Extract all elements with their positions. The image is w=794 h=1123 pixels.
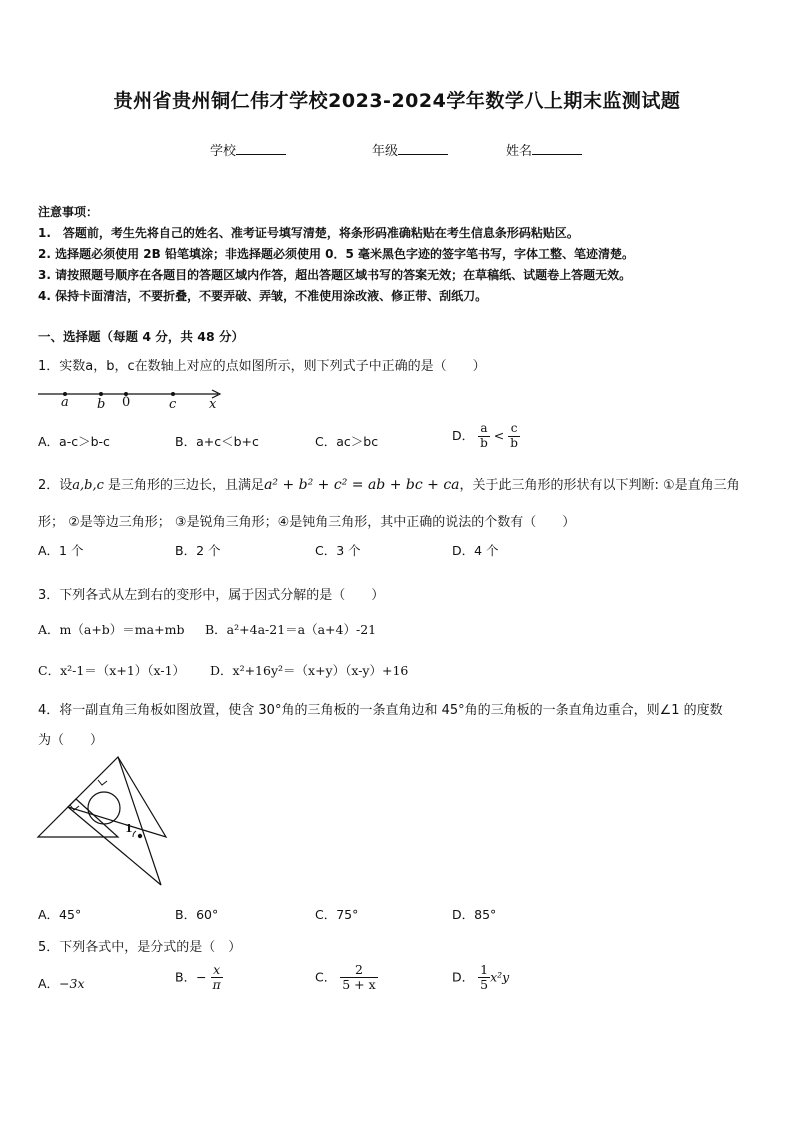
q3-option-c[interactable]: C．x²-1＝（x+1）（x-1） (38, 663, 186, 678)
name-blank (532, 142, 582, 155)
q2-option-b[interactable]: B．2 个 (175, 543, 221, 558)
grade-label: 年级 (372, 144, 399, 159)
q5-option-d[interactable]: D． $\frac{1}{5}$ x²y (452, 962, 510, 993)
q2-equation: a² + b² + c² = ab + bc + ca (264, 477, 460, 493)
q2-option-c[interactable]: C．3 个 (315, 543, 361, 558)
angle-arc (133, 831, 136, 837)
notes-heading: 注意事项： (38, 205, 99, 219)
school-field (210, 140, 286, 159)
q5-option-c[interactable]: C． $\frac{2}{5 + x}$ (315, 962, 376, 993)
hypotenuse-edge (68, 807, 161, 885)
q5-option-b[interactable]: B．− $\frac{x}{\pi}$ (175, 962, 221, 993)
q1-option-a[interactable]: A．a-c＞b-c (38, 434, 110, 449)
grade-blank (398, 142, 448, 155)
q5-stem: 5．下列各式中，是分式的是（ ） (38, 940, 242, 955)
q4-stem-line1: 4．将一副直角三角板如图放置，使含 30°角的三角板的一条直角边和 45°角的三角板的一条直角边重合，则∠1 的度数 (38, 703, 723, 718)
point-b (99, 392, 103, 396)
triangle-45 (38, 799, 118, 837)
q4-option-a[interactable]: A．45° (38, 907, 82, 922)
q3-option-b[interactable]: B．a²+4a-21＝a（a+4）-21 (205, 622, 377, 637)
name-field (506, 140, 582, 159)
q1-stem: 1．实数a，b，c在数轴上对应的点如图所示，则下列式子中正确的是（ ） (38, 359, 486, 374)
grade-field (372, 140, 448, 159)
triangles-figure (36, 755, 171, 890)
q5-b-frac: $\frac{x}{\pi}$ (212, 962, 221, 993)
q2-vars: a,b,c (72, 478, 104, 493)
q3-stem: 3．下列各式从左到右的变形中，属于因式分解的是（ ） (38, 588, 385, 603)
axis-label-c: c (169, 397, 177, 412)
axis-label-a: a (61, 395, 69, 410)
q2-stem-line2: 形； ②是等边三角形； ③是锐角三角形；④是钝角三角形，其中正确的说法的个数有（ ） (38, 515, 576, 530)
angle-1-label: 1 (125, 822, 133, 835)
angle-vertex (138, 834, 142, 838)
q4-option-c[interactable]: C．75° (315, 907, 359, 922)
q4-stem-line2: 为（ ） (38, 733, 104, 748)
axis-label-b: b (97, 397, 106, 412)
q1-d-prefix: D． (452, 427, 475, 443)
q5-c-frac: $\frac{2}{5 + x}$ (342, 962, 376, 993)
q4-option-d[interactable]: D．85° (452, 907, 497, 922)
q5-option-a[interactable]: A．−3x (38, 976, 85, 991)
axis-label-zero: 0 (122, 395, 131, 410)
q5-d-frac: $\frac{1}{5}$ (480, 962, 489, 993)
q3-option-d[interactable]: D．x²+16y²＝（x+y）（x-y）+16 (210, 663, 409, 678)
note-item-4: 4. 保持卡面清洁，不要折叠，不要弄破、弄皱，不准使用涂改液、修正带、刮纸刀。 (38, 289, 488, 303)
page-title: 贵州省贵州铜仁伟才学校2023-2024学年数学八上期末监测试题 (113, 90, 681, 112)
school-label: 学校 (210, 144, 237, 159)
triangle-30 (68, 757, 166, 837)
q4-option-b[interactable]: B．60° (175, 907, 219, 922)
right-angle-mark-1 (98, 780, 107, 785)
section-heading: 一、选择题（每题 4 分，共 48 分） (38, 329, 245, 344)
school-blank (236, 142, 286, 155)
q1-d-rel: < (493, 427, 505, 443)
q1-d-frac2: $\frac{c}{b}$ (510, 421, 518, 450)
q2-option-a[interactable]: A．1 个 (38, 543, 84, 558)
q1-d-frac1: $\frac{a}{b}$ (480, 421, 488, 450)
axis-label-x: x (209, 397, 217, 412)
long-edge (118, 757, 161, 885)
triangle-hole (88, 792, 120, 824)
note-item-2: 2. 选择题必须使用 2B 铅笔填涂；非选择题必须使用 0．5 毫米黑色字迹的签字笔书写，字体工整、笔迹清楚。 (38, 247, 634, 261)
q1-option-b[interactable]: B．a+c＜b+c (175, 434, 259, 449)
q2-stem: 2．设a,b,c 是三角形的三边长，且满足a² + b² + c² = ab + bc + ca，关于此三角形的形状有以下判断: ①是直角三角 (38, 477, 740, 493)
note-item-1: 1. 答题前，考生先将自己的姓名、准考证号填写清楚，将条形码准确粘贴在考生信息条形码粘贴区。 (38, 226, 579, 240)
q1-option-c[interactable]: C．ac＞bc (315, 434, 379, 449)
q1-option-d[interactable] (452, 422, 520, 451)
name-label: 姓名 (506, 144, 533, 159)
q2-option-d[interactable]: D．4 个 (452, 543, 499, 558)
note-item-3: 3. 请按照题号顺序在各题目的答题区域内作答，超出答题区域书写的答案无效；在草稿纸、试题卷上答题无效。 (38, 268, 632, 282)
point-c (171, 392, 175, 396)
q3-option-a[interactable]: A．m（a+b）＝ma+mb (38, 622, 185, 637)
